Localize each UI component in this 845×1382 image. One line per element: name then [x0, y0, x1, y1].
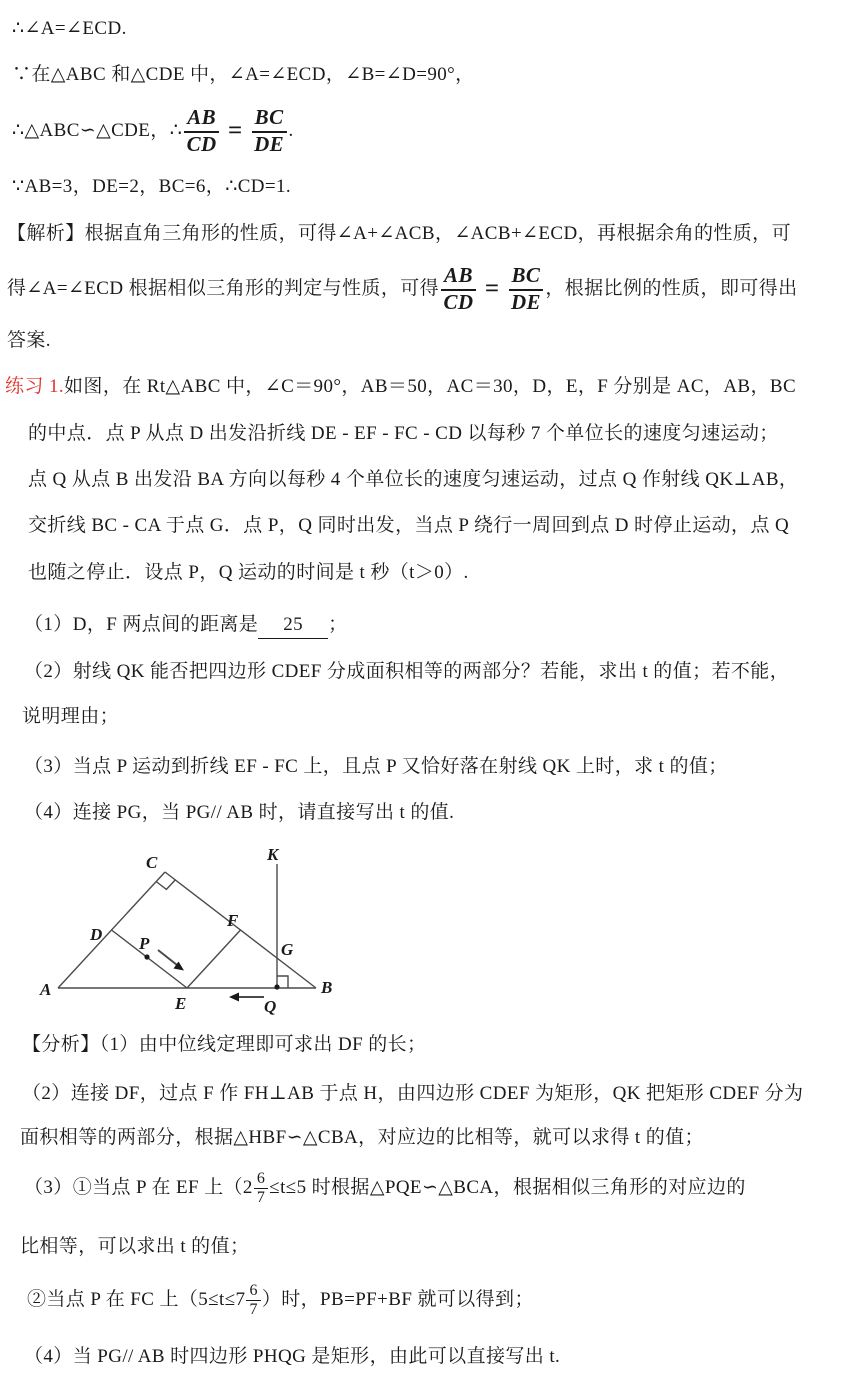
question-1-pre: （1）D，F 两点间的距离是 — [24, 614, 259, 635]
fenxi-line-4-pre: （3）①当点 P 在 EF 上（2 — [24, 1177, 253, 1198]
question-2-cont: 说明理由； — [22, 706, 120, 727]
jiexi-line-2-post: ，根据比例的性质，即可得出 — [545, 278, 798, 299]
fraction-denominator: CD — [443, 289, 474, 314]
fraction-denominator: 7 — [256, 1188, 266, 1206]
jiexi-label: 【解析】 — [7, 223, 85, 244]
fenxi-line-7: （4）当 PG// AB 时四边形 PHQG 是矩形，由此可以直接写出 t. — [24, 1346, 561, 1367]
fenxi-line-4-post: ≤t≤5 时根据△PQE∽△BCA，根据相似三角形的对应边的 — [269, 1177, 746, 1198]
point-p-dot — [144, 954, 149, 959]
proof-line-3-pre: ∴△ABC∽△CDE，∴ — [12, 120, 183, 141]
exercise-body-1: 的中点．点 P 从点 D 出发沿折线 DE - EF - FC - CD 以每秒 7 个单位长的速度匀速运动； — [28, 423, 779, 444]
fraction-bc-de — [509, 264, 544, 314]
geometry-figure — [0, 830, 400, 1035]
jiexi-line-2-pre: 得∠A=∠ECD 根据相似三角形的判定与性质，可得 — [7, 278, 440, 299]
label-p: P — [139, 934, 150, 953]
proof-line-1: ∴∠A=∠ECD. — [12, 18, 127, 39]
fraction-ab-cd — [184, 106, 219, 156]
jiexi-line-2 — [7, 256, 798, 322]
fraction-numerator: BC — [252, 106, 287, 133]
answer-blank: 25 — [258, 612, 328, 639]
exercise-tag: 练习 1. — [5, 376, 65, 397]
equals-sign: = — [484, 275, 500, 302]
point-q-dot — [274, 984, 279, 989]
fraction-6-7 — [246, 1282, 260, 1318]
jiexi-line-1 — [7, 221, 791, 247]
label-a: A — [40, 980, 52, 999]
label-f: F — [227, 911, 239, 930]
question-1-post: ； — [328, 614, 348, 635]
fraction-numerator: AB — [441, 264, 476, 291]
fraction-numerator: 6 — [246, 1282, 260, 1301]
fraction-numerator: AB — [184, 106, 219, 133]
fraction-numerator: BC — [509, 264, 544, 291]
segment-ef — [187, 930, 241, 988]
fenxi-line-3: 面积相等的两部分，根据△HBF∽△CBA，对应边的比相等，就可以求得 t 的值； — [20, 1127, 704, 1148]
right-angle-mark-c — [156, 880, 175, 890]
fraction-denominator: 7 — [249, 1300, 258, 1318]
fraction-denominator: DE — [510, 289, 541, 314]
label-e: E — [175, 994, 187, 1013]
label-q: Q — [264, 997, 277, 1016]
jiexi-line-3: 答案. — [7, 330, 51, 351]
fenxi-line-2: （2）连接 DF，过点 F 作 FH⊥AB 于点 H，由四边形 CDEF 为矩形，QK 把矩形 CDEF 分为 — [22, 1083, 804, 1104]
fenxi-label: 【分析】 — [22, 1034, 100, 1055]
fenxi-line-6-post: ）时，PB=PF+BF 就可以得到； — [261, 1289, 534, 1310]
label-d: D — [90, 925, 103, 944]
q-arrow-head — [229, 993, 239, 1002]
fraction-ab-cd — [441, 264, 476, 314]
fraction-numerator: 6 — [254, 1170, 268, 1189]
proof-line-2: ∵在△ABC 和△CDE 中，∠A=∠ECD，∠B=∠D=90°， — [12, 64, 475, 85]
proof-line-3-post: . — [288, 120, 294, 141]
question-3: （3）当点 P 运动到折线 EF - FC 上，且点 P 又恰好落在射线 QK 上时，求 t 的值； — [24, 756, 728, 777]
question-1 — [24, 612, 348, 639]
proof-line-3 — [12, 98, 294, 164]
equals-sign: = — [228, 117, 243, 144]
proof-line-4: ∵AB=3，DE=2，BC=6，∴CD=1. — [12, 176, 292, 197]
label-b: B — [321, 978, 333, 997]
exercise-body-2: 点 Q 从点 B 出发沿 BA 方向以每秒 4 个单位长的速度匀速运动，过点 Q 作射线 QK⊥AB， — [28, 469, 799, 490]
fenxi-line-4 — [24, 1158, 746, 1218]
exercise-body-3: 交折线 BC - CA 于点 G．点 P，Q 同时出发，当点 P 绕行一周回到点 D 时停止运动，点 Q — [28, 515, 790, 536]
label-g: G — [281, 940, 294, 959]
question-4: （4）连接 PG，当 PG// AB 时，请直接写出 t 的值. — [24, 802, 455, 823]
exercise-head-text: 如图，在 Rt△ABC 中，∠C＝90°，AB＝50，AC＝30，D，E，F 分别是 AC，AB，BC — [64, 376, 797, 397]
fenxi-text-1: （1）由中位线定理即可求出 DF 的长； — [99, 1034, 427, 1055]
fenxi-line-6-pre: ②当点 P 在 FC 上（5≤t≤7 — [27, 1289, 246, 1310]
fraction-6-7 — [254, 1170, 268, 1206]
p-arrow-shaft — [158, 950, 177, 965]
fenxi-line-5: 比相等，可以求出 t 的值； — [20, 1236, 250, 1257]
exercise-heading — [5, 374, 796, 400]
label-c: C — [146, 853, 158, 872]
label-k: K — [267, 845, 279, 864]
exercise-body-4: 也随之停止．设点 P，Q 运动的时间是 t 秒（t＞0）. — [28, 562, 469, 583]
fraction-denominator: DE — [254, 131, 285, 156]
jiexi-text-1: 根据直角三角形的性质，可得∠A+∠ACB，∠ACB+∠ECD，再根据余角的性质，可 — [84, 223, 791, 244]
fraction-bc-de — [252, 106, 287, 156]
fenxi-line-6 — [27, 1270, 534, 1330]
question-2: （2）射线 QK 能否把四边形 CDEF 分成面积相等的两部分？若能，求出 t 的值；若不能， — [24, 661, 790, 682]
fraction-denominator: CD — [186, 131, 217, 156]
fenxi-line-1 — [22, 1032, 426, 1058]
